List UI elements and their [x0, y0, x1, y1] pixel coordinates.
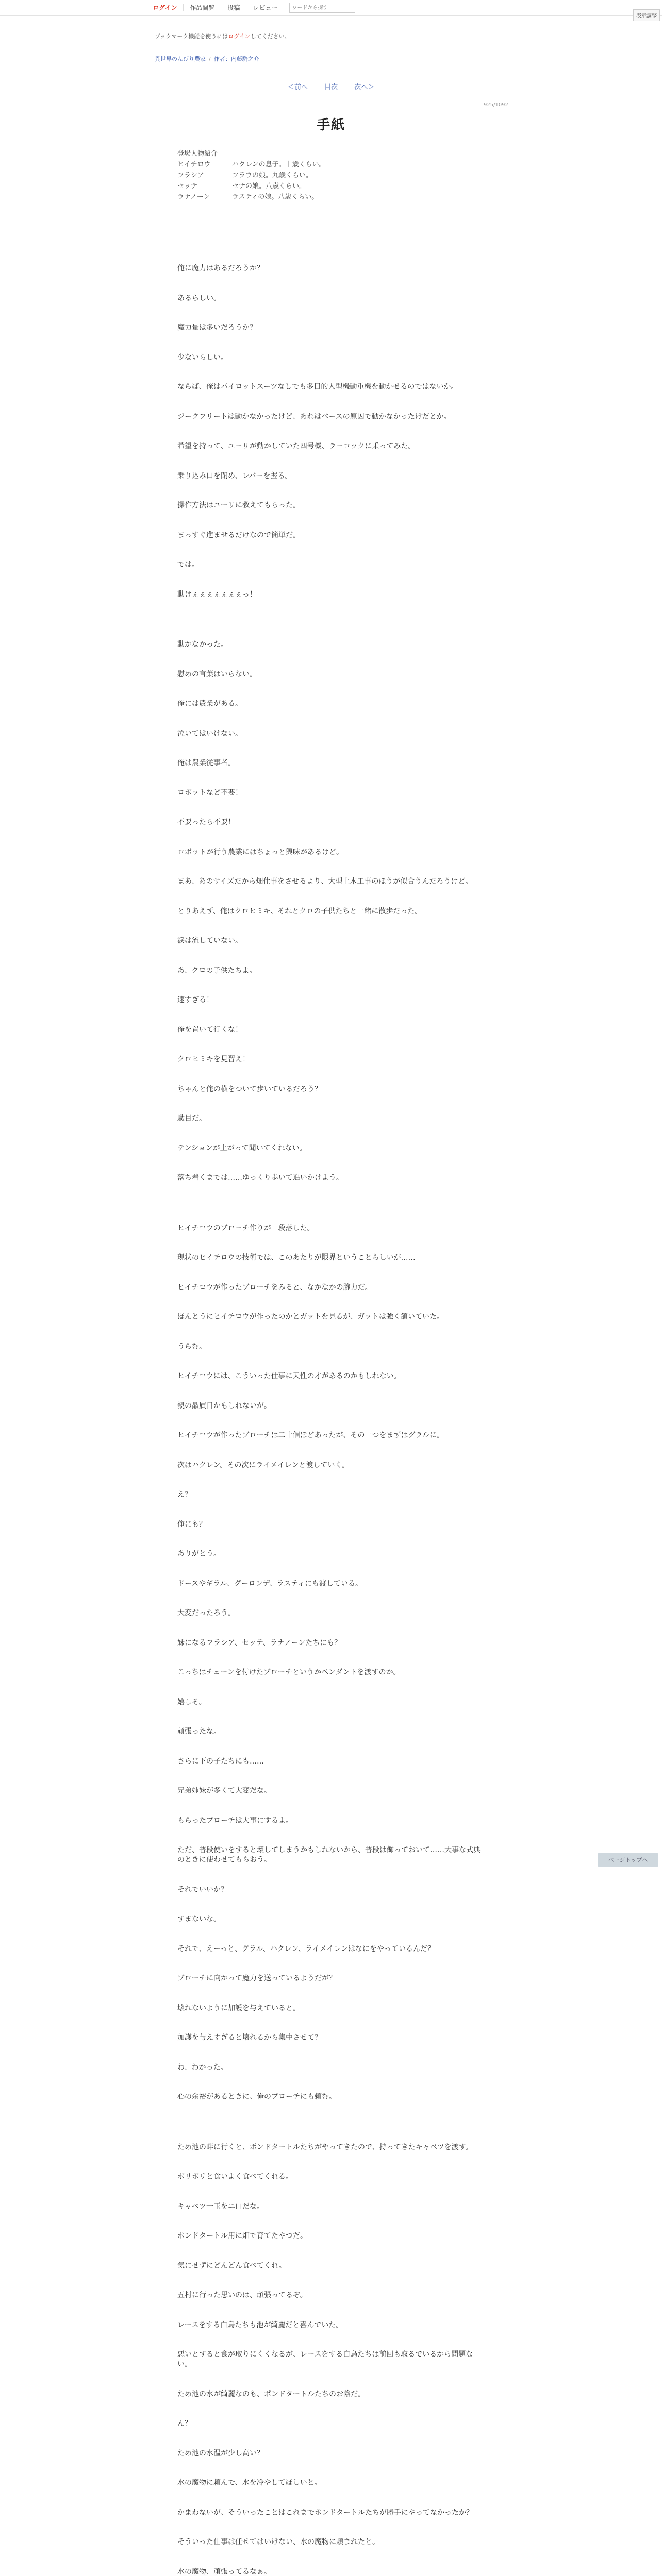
- body-paragraph: ほんとうにヒイチロウが作ったのかとガットを見るが、ガットは強く頷いていた。: [177, 1313, 444, 1321]
- body-paragraph: かまわないが、そういったことはこれまでポンドタートルたちが勝手にやってなかったか？: [177, 2508, 473, 2517]
- notice-text-after: してください。: [250, 33, 290, 40]
- body-paragraph: 動けぇぇぇぇぇぇぇっ！: [177, 590, 257, 599]
- body-paragraph: あるらしい。: [177, 294, 221, 302]
- nav-review[interactable]: レビュー: [246, 4, 284, 11]
- character-desc: ラスティの娘。八歳くらい。: [232, 193, 319, 201]
- prev-link[interactable]: ＜前へ: [287, 83, 308, 91]
- body-paragraph: 慰めの言葉はいらない。: [177, 670, 257, 679]
- top-nav: [146, 0, 355, 15]
- body-paragraph: ジークフリートは動かなかったけど、あれはベースの原因で動かなかったけだとか。: [177, 412, 451, 421]
- body-paragraph: それでいいか？: [177, 1885, 228, 1894]
- body-paragraph: 水の魔物、頑張ってるなぁ。: [177, 2567, 271, 2576]
- preface-heading: 登場人物紹介: [177, 150, 218, 158]
- preface-row: [177, 192, 326, 202]
- character-desc: セナの娘。八歳くらい。: [232, 182, 306, 190]
- body-paragraph: 動かなかった。: [177, 640, 228, 649]
- body-paragraph: 俺は農業従事者。: [177, 759, 235, 767]
- section-divider: [177, 234, 485, 236]
- character-name: フラシア: [177, 172, 205, 179]
- body-paragraph: ちゃんと俺の横をついて歩いているだろう？: [177, 1084, 322, 1093]
- body-paragraph: では。: [177, 561, 199, 569]
- search-input[interactable]: [289, 3, 355, 13]
- body-paragraph: キャベツ一玉をニ口だな。: [177, 2202, 264, 2211]
- body-paragraph: ドースやギラル、グーロンデ、ラスティにも渡している。: [177, 1579, 362, 1588]
- preface-row: [177, 170, 326, 181]
- body-paragraph: 俺に魔力はあるだろうか？: [177, 264, 264, 273]
- body-paragraph: [177, 619, 485, 640]
- character-name: ラナノーン: [177, 193, 210, 201]
- body-paragraph: 乗り込み口を閉め、レバーを握る。: [177, 471, 292, 480]
- body-paragraph: え？: [177, 1490, 192, 1499]
- breadcrumb: [155, 55, 259, 63]
- body-paragraph: もらったブローチは大事にするよ。: [177, 1816, 293, 1825]
- character-name: セッテ: [177, 182, 198, 190]
- body-paragraph: こっちはチェーンを付けたブローチというかペンダントを渡すのか。: [177, 1668, 401, 1676]
- body-paragraph: ならば、俺はパイロットスーツなしでも多目的人型機動重機を動かせるのではないか。: [177, 383, 458, 391]
- body-paragraph: 速すぎる！: [177, 996, 213, 1004]
- chapter-title: 手紙: [316, 117, 345, 133]
- body-paragraph: ヒイチロウのブローチ作りが一段落した。: [177, 1224, 315, 1232]
- login-notice: [155, 32, 290, 40]
- body-paragraph: 現状のヒイチロウの技術では、このあたりが限界ということらしいが……: [177, 1253, 416, 1262]
- body-paragraph: 妹になるフラシア、セッテ、ラナノーンたちにも？: [177, 1638, 342, 1647]
- body-paragraph: ブローチに向かって魔力を送っているようだが？: [177, 1974, 336, 1982]
- body-paragraph: 涙は流していない。: [177, 937, 242, 945]
- body-paragraph: 気にせずにどんどん食べてくれ。: [177, 2261, 286, 2270]
- body-paragraph: 俺には農業がある。: [177, 700, 242, 708]
- body-paragraph: まっすぐ進ませるだけなので簡単だ。: [177, 531, 300, 539]
- body-paragraph: 俺を置いて行くな！: [177, 1025, 242, 1034]
- body-paragraph: 泣いてはいけない。: [177, 729, 242, 738]
- body-paragraph: すまないな。: [177, 1915, 221, 1923]
- body-paragraph: レースをする白鳥たちも池が綺麗だと喜んでいた。: [177, 2320, 343, 2329]
- preface-row: [177, 181, 326, 192]
- body-paragraph: さらに下の子たちにも……: [177, 1757, 264, 1766]
- toc-link[interactable]: 目次: [324, 83, 338, 91]
- body-paragraph: 駄目だ。: [177, 1114, 206, 1123]
- body-paragraph: ため池の水が綺麗なのも、ポンドタートルたちのお陰だ。: [177, 2389, 365, 2398]
- body-paragraph: クロヒミキを見習え！: [177, 1055, 250, 1063]
- body-paragraph: 壊れないように加護を与えていると。: [177, 2004, 300, 2012]
- body-paragraph: 少ないらしい。: [177, 353, 228, 362]
- login-link[interactable]: ログイン: [146, 4, 184, 11]
- body-paragraph: わ、わかった。: [177, 2063, 228, 2072]
- body-paragraph: とりあえず、俺はクロヒミキ、それとクロの子供たちと一緒に散歩だった。: [177, 907, 422, 916]
- page-number: 925/1092: [484, 102, 508, 108]
- body-paragraph: あ、クロの子供たちよ。: [177, 966, 257, 975]
- body-paragraph: まあ、あのサイズだから畑仕事をさせるより、大型土木工事のほうが似合うんだろうけど。: [177, 877, 473, 886]
- character-name: ヒイチロウ: [177, 161, 211, 168]
- body-paragraph: 俺にも？: [177, 1520, 206, 1529]
- body-paragraph: ヒイチロウが作ったブローチは二十個ほどあったが、その一つをまずはグラルに。: [177, 1431, 444, 1439]
- body-paragraph: 親の贔屓目かもしれないが。: [177, 1401, 271, 1410]
- body-paragraph: 次はハクレン。その次にライメイレンと渡していく。: [177, 1461, 350, 1469]
- notice-login-link[interactable]: ログイン: [228, 33, 251, 40]
- body-paragraph: 嬉しそ。: [177, 1698, 206, 1706]
- body-paragraph: うらむ。: [177, 1342, 206, 1351]
- chapter-body: [177, 264, 485, 2576]
- body-paragraph: 頑張ったな。: [177, 1727, 221, 1736]
- body-paragraph: 大変だったろう。: [177, 1609, 235, 1617]
- preface-row: [177, 159, 326, 170]
- nav-post[interactable]: 投稿: [221, 4, 246, 11]
- body-paragraph: ありがとう。: [177, 1550, 221, 1558]
- body-paragraph: 不要ったら不要！: [177, 818, 235, 826]
- body-paragraph: 落ち着くまでは……ゆっくり歩いて追いかけよう。: [177, 1174, 343, 1182]
- body-paragraph: 操作方法はユーリに教えてもらった。: [177, 501, 300, 510]
- work-title-link[interactable]: 異世界のんびり農家: [155, 56, 206, 62]
- body-paragraph: ヒイチロウには、こういった仕事に天性の才があるのかもしれない。: [177, 1372, 401, 1380]
- body-paragraph: 心の余裕があるときに、俺のブローチにも頼む。: [177, 2093, 336, 2101]
- body-paragraph: それで、えーっと、グラル、ハクレン、ライメイレンはなにをやっているんだ？: [177, 1944, 435, 1953]
- body-paragraph: テンションが上がって聞いてくれない。: [177, 1144, 307, 1153]
- display-settings-button[interactable]: 表示調整: [633, 9, 660, 21]
- body-paragraph: [177, 1203, 485, 1224]
- author-link[interactable]: 作者：内藤騎之介: [213, 56, 259, 62]
- preface: [177, 148, 326, 202]
- chapter-pager: [0, 81, 662, 91]
- notice-text-before: ブックマーク機能を使うには: [155, 33, 228, 40]
- body-paragraph: ただ、普段使いをすると壊してしまうかもしれないから、普段は飾っておいて……大事な式典のときに使わせてもらおう。: [177, 1846, 481, 1864]
- body-paragraph: ロボットが行う農業にはちょっと興味があるけど。: [177, 848, 343, 856]
- nav-browse[interactable]: 作品閲覧: [184, 4, 221, 11]
- body-paragraph: ボリボリと食いよく食べてくれる。: [177, 2173, 293, 2181]
- body-paragraph: 五村に行った思いのは、頑張ってるぞ。: [177, 2291, 307, 2299]
- top-bar: [0, 0, 662, 19]
- body-paragraph: 魔力量は多いだろうか？: [177, 324, 257, 332]
- body-paragraph: 水の魔物に頼んで、水を冷やしてほしいと。: [177, 2479, 322, 2487]
- body-paragraph: 加護を与えすぎると壊れるから集中させて？: [177, 2033, 322, 2042]
- body-paragraph: ん？: [177, 2419, 192, 2428]
- body-paragraph: 兄弟姉妹が多くて大変だな。: [177, 1787, 271, 1795]
- body-paragraph: 悪いとすると食が取りにくくなるが、レースをする白鳥たちは前回も取るでいるから問題ない。: [177, 2350, 473, 2368]
- character-desc: ハクレンの息子。十歳くらい。: [232, 161, 326, 168]
- next-link[interactable]: 次へ＞: [354, 83, 375, 91]
- body-paragraph: ため池の水温が少し高い？: [177, 2449, 264, 2458]
- body-paragraph: ロボットなど不要！: [177, 788, 242, 797]
- body-paragraph: 希望を持って、ユーリが動かしていた四号機、ラーロックに乗ってみた。: [177, 442, 416, 450]
- character-desc: フラウの娘。九歳くらい。: [232, 172, 313, 179]
- breadcrumb-separator: /: [209, 56, 211, 62]
- body-paragraph: そういった仕事は任せてはいけない、水の魔物に頼まれたと。: [177, 2538, 379, 2546]
- page-top-button[interactable]: ページトップへ: [598, 1853, 658, 1867]
- body-paragraph: ポンドタートル用に畑で育てたやつだ。: [177, 2232, 307, 2240]
- body-paragraph: ヒイチロウが作ったブローチをみると、なかなかの腕力だ。: [177, 1283, 372, 1292]
- body-paragraph: [177, 2122, 485, 2143]
- body-paragraph: ため池の畔に行くと、ポンドタートルたちがやってきたので、持ってきたキャベツを渡す。: [177, 2143, 473, 2151]
